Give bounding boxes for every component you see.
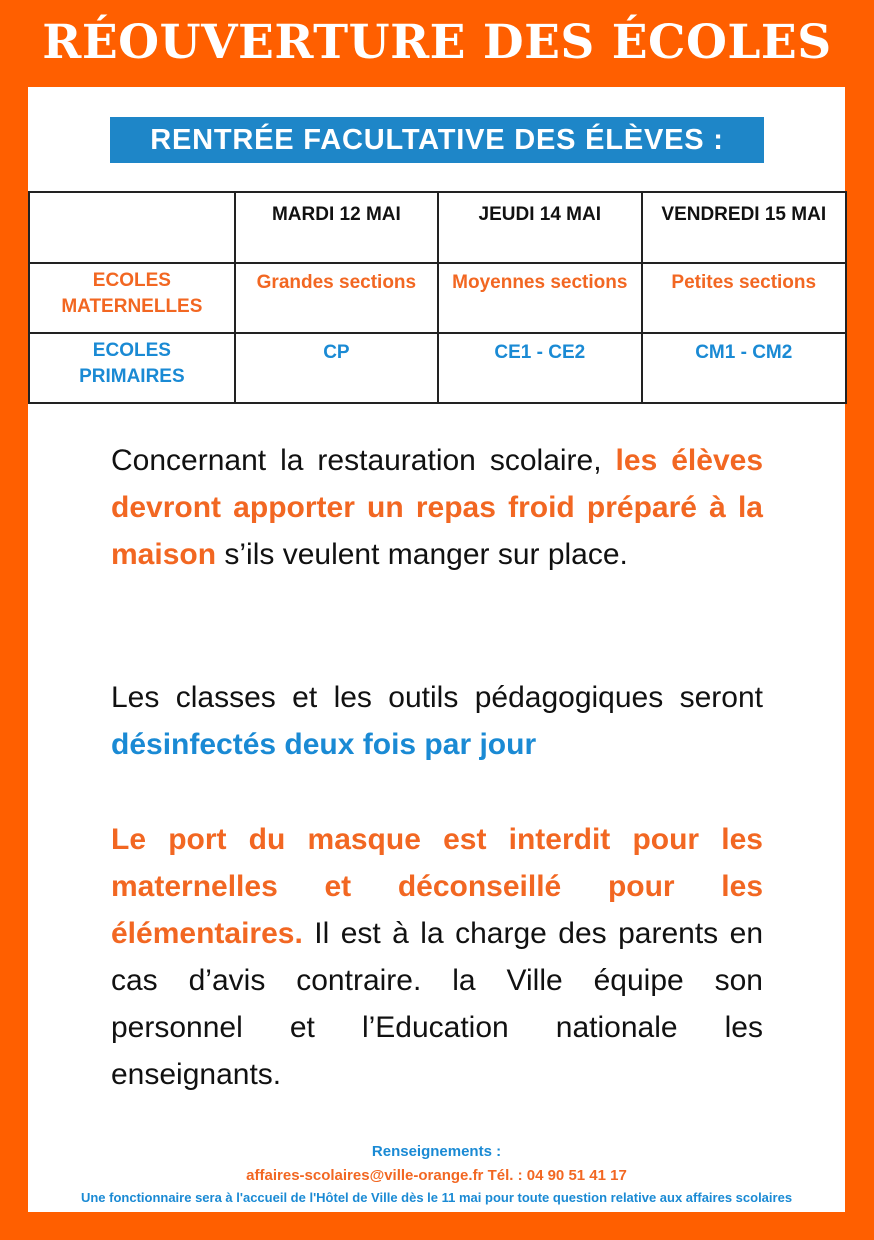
table-cell: CE1 - CE2: [438, 333, 641, 403]
subtitle-banner: RENTRÉE FACULTATIVE DES ÉLÈVES :: [110, 117, 764, 163]
paragraph-text: s’ils veulent manger sur place.: [216, 538, 628, 571]
table-cell: CM1 - CM2: [642, 333, 847, 403]
table-row: [29, 333, 846, 403]
footer-contact: affaires-scolaires@ville-orange.fr Tél. : 04 90 51 41 17: [246, 1167, 627, 1184]
paragraph-text: Concernant la restauration scolaire,: [111, 444, 616, 477]
table-header-row: [29, 192, 846, 263]
footer-heading: Renseignements :: [371, 1143, 502, 1160]
highlight-desinfection: désinfectés deux fois par jour: [111, 728, 537, 761]
page-title: RÉOUVERTURE DES ÉCOLES: [42, 15, 832, 70]
table-cell: Moyennes sections: [438, 263, 641, 333]
paragraph-restauration: [111, 437, 763, 578]
table-row: [29, 263, 846, 333]
highlight-masque: Le port du masque est interdit pour les maternelles et déconseillé pour les élémentaires.: [111, 823, 763, 950]
header-cell-empty: [29, 192, 235, 263]
paragraph-text: Les classes et les outils pédagogiques seront: [111, 681, 763, 714]
paragraph-desinfection: [111, 674, 763, 768]
header-cell-thursday: JEUDI 14 MAI: [438, 192, 641, 263]
footer-note: Une fonctionnaire sera à l'accueil de l'Hôtel de Ville dès le 11 mai pour toute question relative aux affaires scolaires: [80, 1190, 793, 1205]
row-label-maternelles: ECOLES MATERNELLES: [29, 263, 235, 333]
paragraph-masque: [111, 816, 763, 1098]
table-cell: Petites sections: [642, 263, 847, 333]
footer: [28, 1140, 845, 1208]
header-cell-tuesday: MARDI 12 MAI: [235, 192, 438, 263]
row-label-primaires: ECOLES PRIMAIRES: [29, 333, 235, 403]
table-cell: CP: [235, 333, 438, 403]
schedule-table: [28, 191, 847, 404]
highlight-repas-froid: les élèves devront apporter un repas froid préparé à la maison: [111, 444, 763, 571]
paragraph-text: Il est à la charge des parents en cas d’avis contraire. la Ville équipe son personnel et l’Education nationale les enseignants.: [111, 917, 763, 1091]
table-cell: Grandes sections: [235, 263, 438, 333]
header-cell-friday: VENDREDI 15 MAI: [642, 192, 847, 263]
